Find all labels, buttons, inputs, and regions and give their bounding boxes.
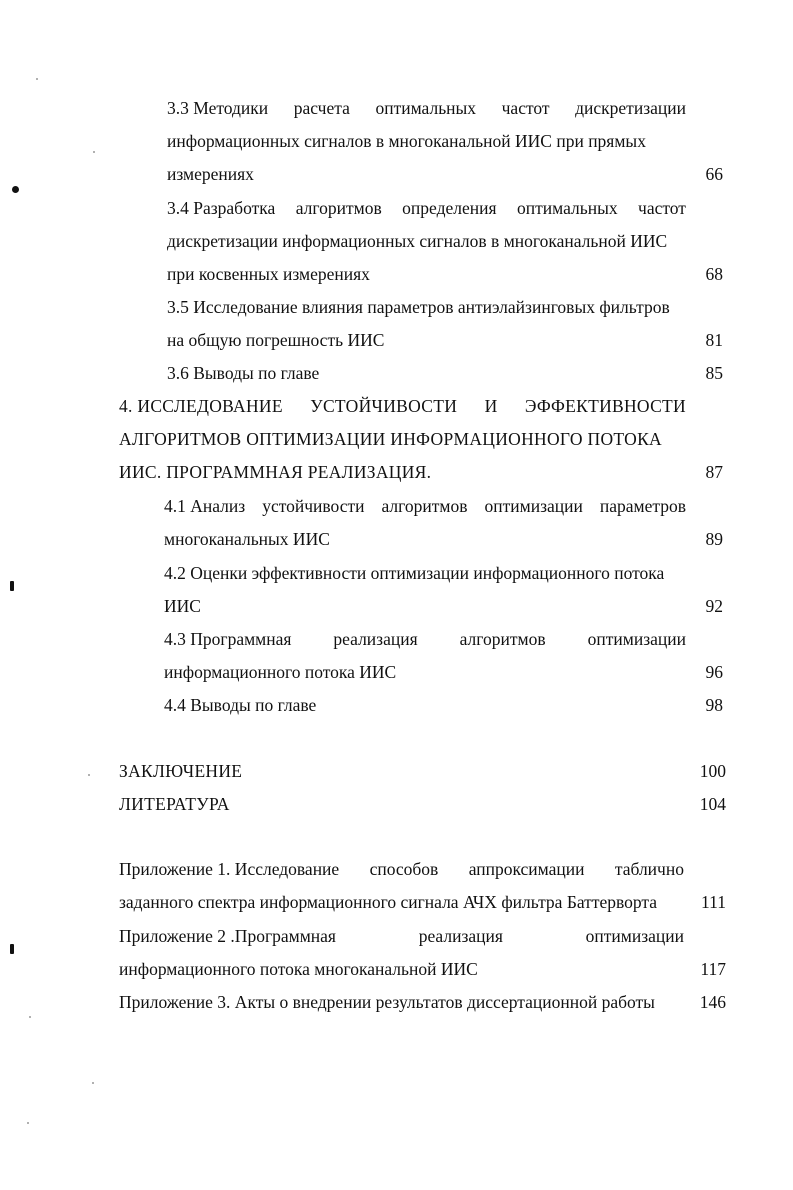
toc-ch4-line3: ИИС. ПРОГРАММНАЯ РЕАЛИЗАЦИЯ. — [119, 462, 432, 482]
scan-tick-mark — [10, 944, 14, 954]
toc-ch4-line1: 4. ИССЛЕДОВАНИЕ УСТОЙЧИВОСТИ И ЭФФЕКТИВНОСТИ — [119, 396, 686, 416]
scan-speck — [36, 78, 38, 80]
toc-app1-line2: заданного спектра информационного сигнала АЧХ фильтра Баттерворта — [119, 892, 658, 912]
toc-4-1-line2: многоканальных ИИС — [164, 529, 330, 549]
toc-4-1-line1: 4.1 Анализ устойчивости алгоритмов оптимизации параметров — [164, 496, 686, 516]
toc-4-4-line1: 4.4 Выводы по главе — [164, 695, 317, 715]
toc-app3-page: 146 — [699, 992, 726, 1012]
toc-3-3-line3: измерениях — [167, 164, 254, 184]
toc-3-4-line1: 3.4 Разработка алгоритмов определения оптимальных частот — [167, 198, 686, 218]
toc-4-3-line1: 4.3 Программная реализация алгоритмов оптимизации — [164, 629, 686, 649]
toc-4-4-page: 98 — [705, 695, 723, 715]
toc-4-3-line2: информационного потока ИИС — [164, 662, 397, 682]
toc-3-4-line2: дискретизации информационных сигналов в многоканальной ИИС — [167, 231, 668, 251]
toc-3-4-line3: при косвенных измерениях — [167, 264, 370, 284]
toc-3-5-line1: 3.5 Исследование влияния параметров антиэлайзинговых фильтров — [167, 297, 670, 317]
toc-4-1-page: 89 — [705, 529, 723, 549]
toc-ch4-page: 87 — [705, 462, 723, 482]
toc-3-3-line2: информационных сигналов в многоканальной ИИС при прямых — [167, 131, 646, 151]
toc-app2-page: 117 — [700, 959, 726, 979]
toc-conclusion: ЗАКЛЮЧЕНИЕ — [119, 761, 243, 781]
scan-speck — [93, 151, 95, 153]
toc-4-2-page: 92 — [705, 596, 723, 616]
toc-app1-line1: Приложение 1. Исследование способов аппроксимации таблично — [119, 859, 684, 879]
toc-3-5-page: 81 — [705, 330, 723, 350]
scan-dot-mark — [12, 186, 19, 193]
scan-speck — [88, 774, 90, 776]
toc-literature: ЛИТЕРАТУРА — [119, 794, 230, 814]
scan-tick-mark — [10, 581, 14, 591]
toc-4-2-line2: ИИС — [164, 596, 201, 616]
toc-3-4-page: 68 — [705, 264, 723, 284]
toc-app3-line1: Приложение 3. Акты о внедрении результатов диссертационной работы — [119, 992, 655, 1012]
toc-3-3-line1: 3.3 Методики расчета оптимальных частот дискретизации — [167, 98, 686, 118]
toc-3-6-line1: 3.6 Выводы по главе — [167, 363, 320, 383]
toc-4-2-line1: 4.2 Оценки эффективности оптимизации информационного потока — [164, 563, 665, 583]
toc-ch4-line2: АЛГОРИТМОВ ОПТИМИЗАЦИИ ИНФОРМАЦИОННОГО ПОТОКА — [119, 429, 662, 449]
toc-app2-line1: Приложение 2 .Программная реализация оптимизации — [119, 926, 684, 946]
toc-conclusion-page: 100 — [699, 761, 726, 781]
toc-4-3-page: 96 — [705, 662, 723, 682]
scan-speck — [29, 1016, 31, 1018]
toc-app2-line2: информационного потока многоканальной ИИС — [119, 959, 478, 979]
toc-3-6-page: 85 — [705, 363, 723, 383]
toc-3-3-page: 66 — [705, 164, 723, 184]
toc-3-5-line2: на общую погрешность ИИС — [167, 330, 385, 350]
scan-speck — [92, 1082, 94, 1084]
toc-literature-page: 104 — [699, 794, 726, 814]
scan-speck — [27, 1122, 29, 1124]
toc-app1-page: 111 — [701, 892, 726, 912]
